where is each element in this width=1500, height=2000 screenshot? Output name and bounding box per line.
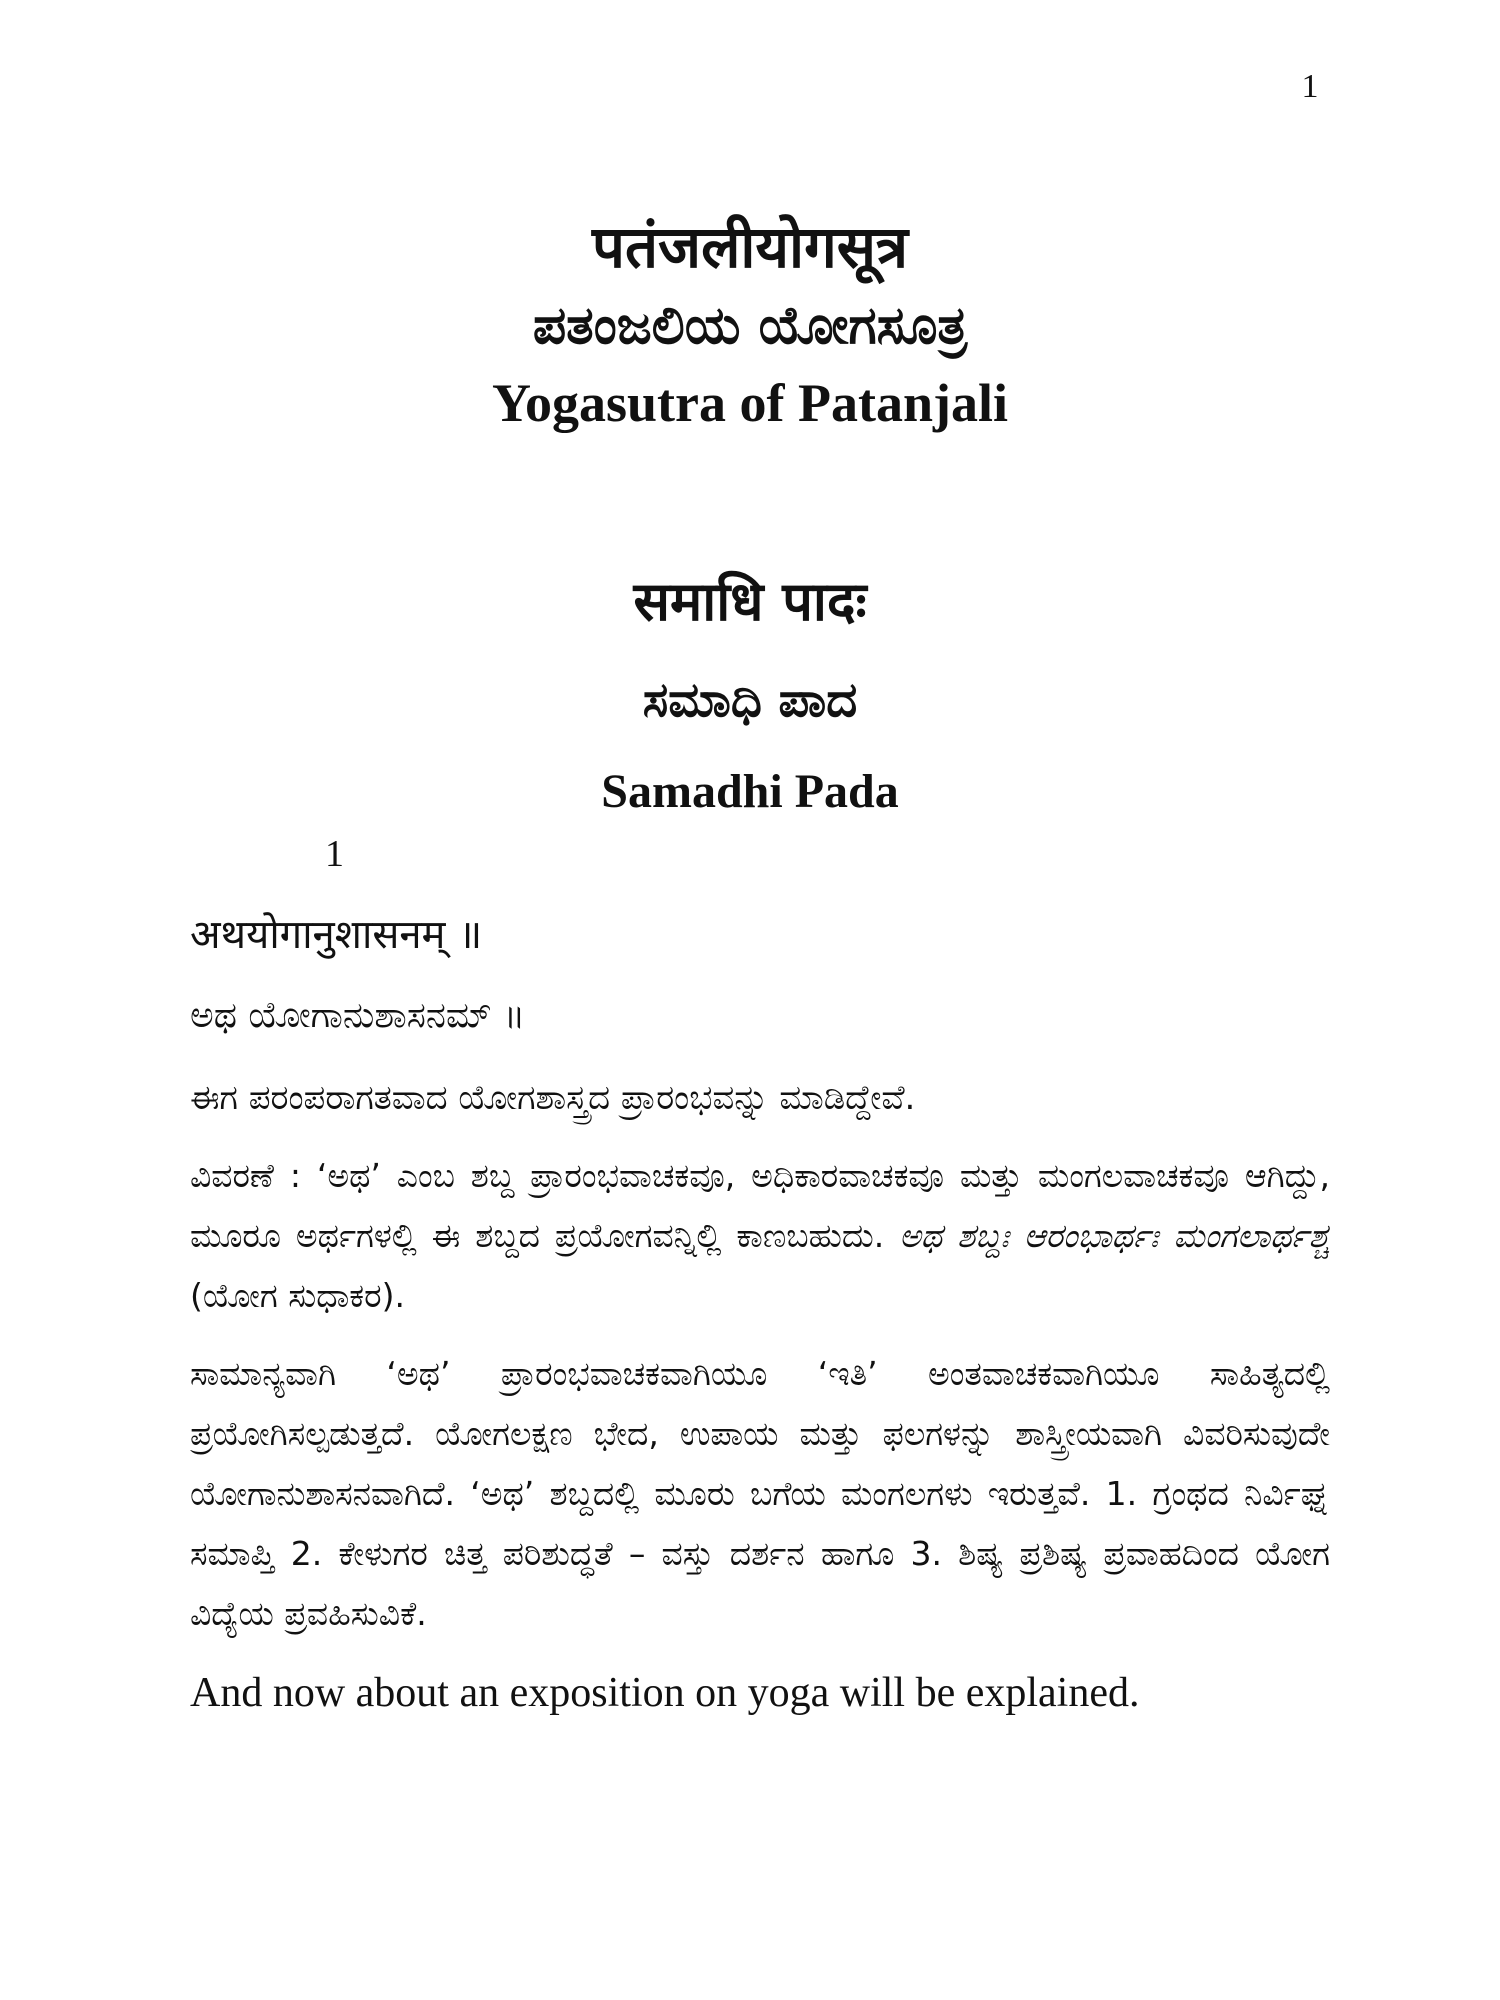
section-heading-english: Samadhi Pada [601, 765, 899, 818]
title-english: Yogasutra of Patanjali [492, 373, 1008, 433]
sutra-meaning-kannada: ಈಗ ಪರಂಪರಾಗತವಾದ ಯೋಗಶಾಸ್ತ್ರದ ಪ್ರಾರಂಭವನ್ನು ಮಾಡಿದ್ದೇವೆ. [190, 1078, 916, 1118]
explanation-text: ವಿವರಣೆ : ‘ಅಥ’ ಎಂಬ ಶಬ್ದ ಪ್ರಾರಂಭವಾಚಕವೂ, ಅಧಿಕಾರವಾಚಕವೂ ಮತ್ತು ಮಂಗಲವಾಚಕವೂ ಆಗಿದ್ದು, ಮೂರೂ ಅರ್ಥಗಳಲ್ಲಿ ಈ ಶಬ್ದದ ಪ್ರಯೋಗವನ್ನಿಲ್ಲಿ ಕಾಣಬಹುದು. [190, 1156, 1330, 1255]
page-number: 1 [1301, 68, 1319, 105]
sutra-kannada: ಅಥ ಯೋಗಾನುಶಾಸನಮ್ ॥ [190, 995, 526, 1036]
title-kannada: ಪತಂಜಲಿಯ ಯೋಗಸೂತ್ರ [532, 296, 968, 356]
title-sanskrit: पतंजलीयोगसूत्र [592, 213, 908, 281]
sutra-body [190, 900, 1330, 1724]
section-heading-kannada: ಸಮಾಧಿ ಪಾದ [642, 672, 858, 728]
explanation-source: (ಯೋಗ ಸುಧಾಕರ). [190, 1276, 405, 1315]
sutra-sanskrit: अथयोगानुशासनम् ॥ [190, 912, 483, 958]
sutra-number: 1 [325, 833, 344, 875]
explanation-paragraph-2: ಸಾಮಾನ್ಯವಾಗಿ ‘ಅಥ’ ಪ್ರಾರಂಭವಾಚಕವಾಗಿಯೂ ‘ಇತಿ’ ಅಂತವಾಚಕವಾಗಿಯೂ ಸಾಹಿತ್ಯದಲ್ಲಿ ಪ್ರಯೋಗಿಸಲ್ಪಡುತ್ತದೆ. ಯೋಗಲಕ್ಷಣ ಭೇದ, ಉಪಾಯ ಮತ್ತು ಫಲಗಳನ್ನು ಶಾಸ್ತ್ರೀಯವಾಗಿ ವಿವರಿಸುವುದೇ ಯೋಗಾನುಶಾಸನವಾಗಿದೆ. ‘ಅಥ’ ಶಬ್ದದಲ್ಲಿ ಮೂರು ಬಗೆಯ ಮಂಗಲಗಳು ಇರುತ್ತವೆ. 1. ಗ್ರಂಥದ ನಿರ್ವಿಘ್ನ ಸಮಾಪ್ತಿ 2. ಕೇಳುಗರ ಚಿತ್ತ ಪರಿಶುದ್ಧತೆ – ವಸ್ತು ದರ್ಶನ ಹಾಗೂ 3. ಶಿಷ್ಯ ಪ್ರಶಿಷ್ಯ ಪ್ರವಾಹದಿಂದ ಯೋಗ ವಿದ್ಯೆಯ ಪ್ರವಹಿಸುವಿಕೆ. [190, 1354, 1330, 1633]
book-title-block [0, 205, 1500, 443]
explanation-quote: ಅಥ ಶಬ್ದಃ ಆರಂಭಾರ್ಥಃ ಮಂಗಲಾರ್ಥಶ್ಚ [899, 1216, 1330, 1255]
section-heading-block [0, 550, 1500, 838]
english-translation: And now about an exposition on yoga will be explained. [190, 1670, 1140, 1716]
section-heading-sanskrit: समाधि पादः [633, 570, 867, 633]
explanation-paragraph-1 [190, 1146, 1330, 1326]
